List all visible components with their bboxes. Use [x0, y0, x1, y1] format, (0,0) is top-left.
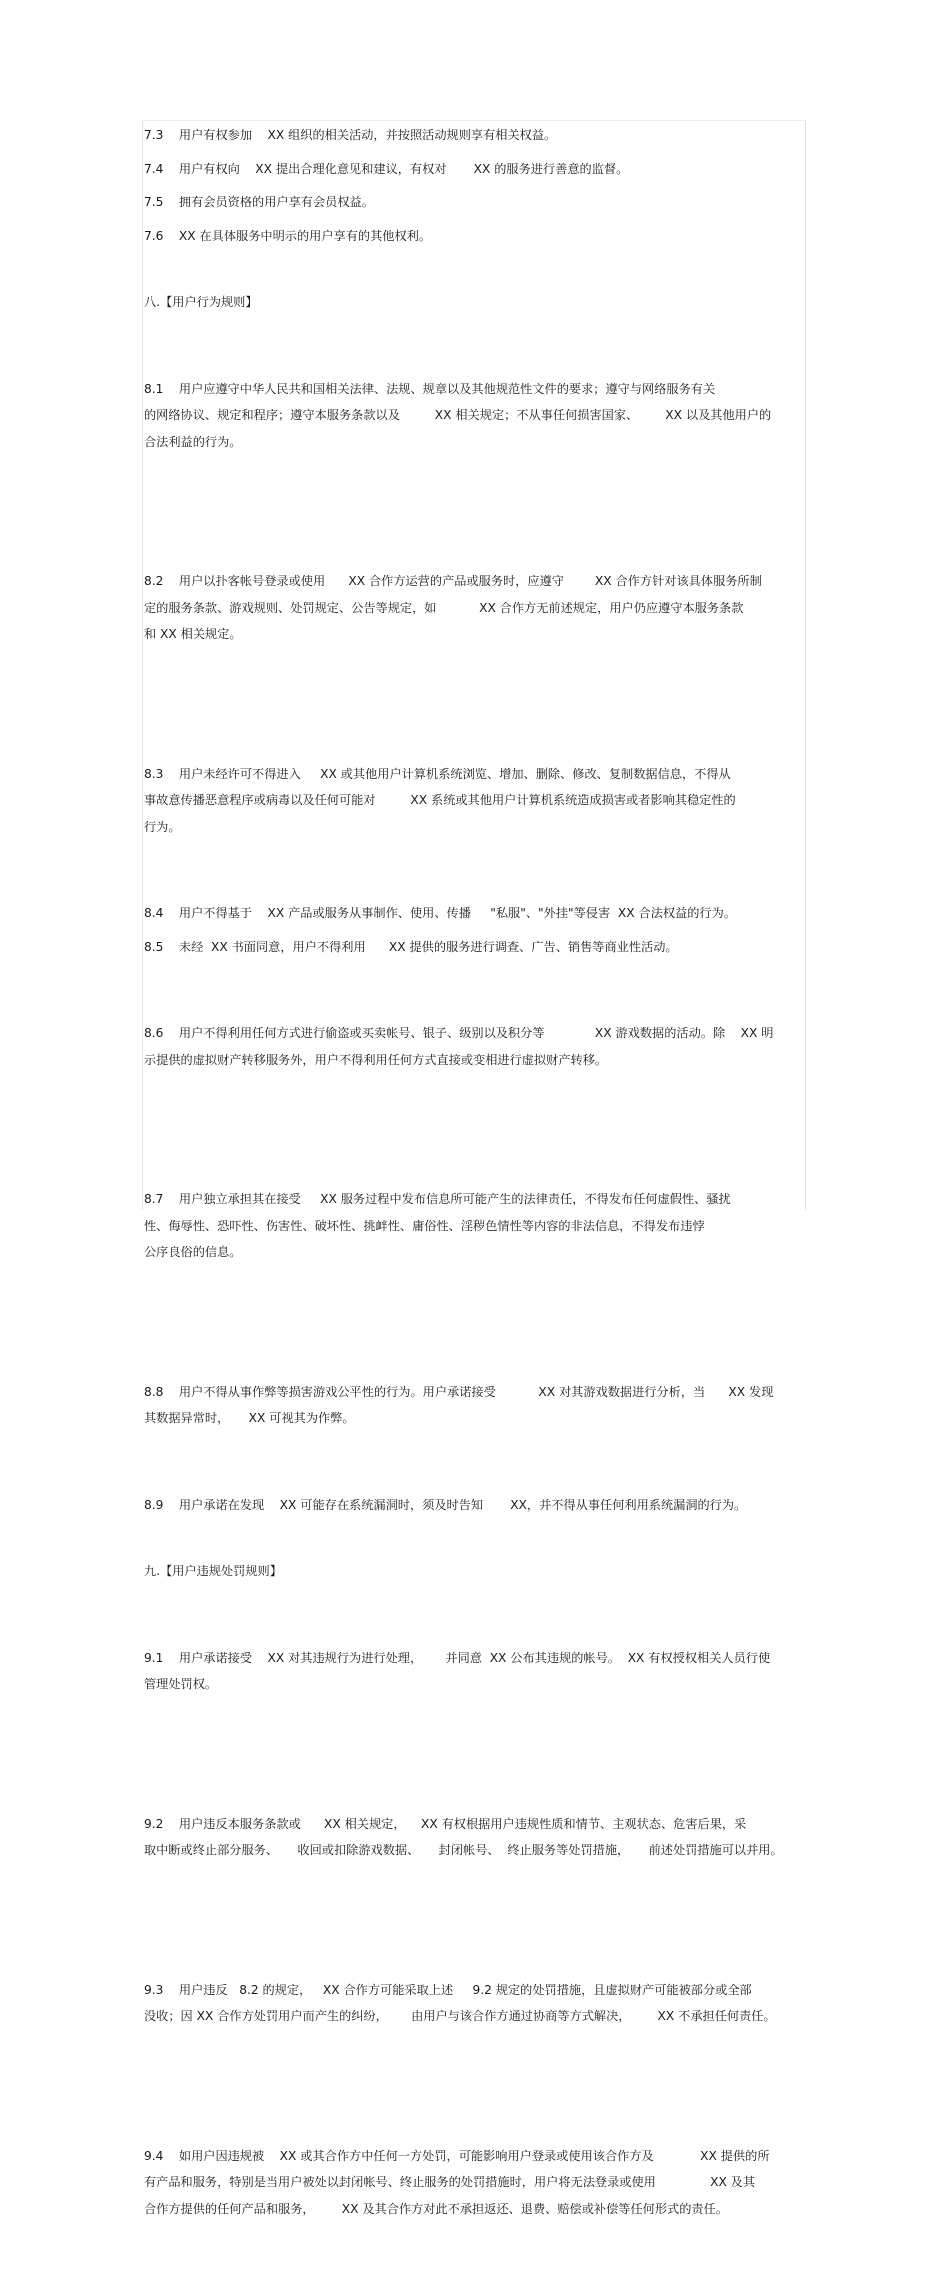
- clause-9-2: 9.2 用户违反本服务条款或 XX 相关规定， XX 有权根据用户违规性质和情节、主观状态、危害后果，采 取中断或终止部分服务、 收回或扣除游戏数据、 封闭帐号、 终止服务等处罚措施， 前述处罚措施可以并用。: [144, 1816, 783, 1857]
- clause-7-6: 7.6 XX 在具体服务中明示的用户享有的其他权利。: [144, 228, 432, 243]
- clause-8-5: 8.5 未经 XX 书面同意，用户不得利用 XX 提供的服务进行调查、广告、销售等商业性活动。: [144, 939, 678, 954]
- clause-7-5: 7.5 拥有会员资格的用户享有会员权益。: [144, 195, 374, 209]
- clause-9-3: 9.3 用户违反 8.2 的规定， XX 合作方可能采取上述 9.2 规定的处罚措施，且虚拟财产可能被部分或全部 没收；因 XX 合作方处罚用户而产生的纠纷， 由用户与该合作方通过协商等方式解决， XX 不承担任何责任。: [144, 1982, 776, 2023]
- clause-8-4: 8.4 用户不得基于 XX 产品或服务从事制作、使用、传播 "私服"、"外挂"等侵害 XX 合法权益的行为。: [144, 906, 736, 920]
- section-8-heading: 八.【用户行为规则】: [144, 295, 258, 309]
- clause-8-3: 8.3 用户未经许可不得进入 XX 或其他用户计算机系统浏览、增加、删除、修改、复制数据信息，不得从 事故意传播恶意程序或病毒以及任何可能对 XX 系统或其他用户计算机系统造成损害或者影响其稳定性的 行为。: [144, 766, 736, 834]
- clause-8-2: 8.2 用户以扑客帐号登录或使用 XX 合作方运营的产品或服务时，应遵守 XX 合作方针对该具体服务所制 定的服务条款、游戏规则、处罚规定、公告等规定，如 XX 合作方无前述规定，用户仍应遵守本服务条款 和 XX 相关规定。: [144, 574, 762, 641]
- section-9-heading: 九.【用户违规处罚规则】: [144, 1564, 282, 1578]
- clause-8-6: 8.6 用户不得利用任何方式进行偷盗或买卖帐号、银子、级别以及积分等 XX 游戏数据的活动。除 XX 明 示提供的虚拟财产转移服务外，用户不得利用任何方式直接或变相进行虚拟财产转移。: [144, 1026, 774, 1067]
- clause-8-9: 8.9 用户承诺在发现 XX 可能存在系统漏洞时，须及时告知 XX，并不得从事任何利用系统漏洞的行为。: [144, 1497, 747, 1512]
- section-7: [144, 122, 804, 249]
- clause-8-7: 8.7 用户独立承担其在接受 XX 服务过程中发布信息所可能产生的法律责任，不得发布任何虚假性、骚扰 性、侮辱性、恐吓性、伤害性、破坏性、挑衅性、庸俗性、淫秽色情性等内容的非法信息，不得发布违悖 公序良俗的信息。: [144, 1192, 731, 1259]
- section-gap: [144, 1525, 804, 1558]
- clause-7-4: 7.4 用户有权向 XX 提出合理化意见和建议，有权对 XX 的服务进行善意的监督。: [144, 161, 629, 176]
- document-body: [144, 122, 804, 2282]
- clause-8-1: 8.1 用户应遵守中华人民共和国相关法律、法规、规章以及其他规范性文件的要求；遵守与网络服务有关 的网络协议、规定和程序；遵守本服务条款以及 XX 相关规定；不从事任何损害国家、 XX 以及其他用户的 合法利益的行为。: [144, 381, 772, 449]
- clause-9-1: 9.1 用户承诺接受 XX 对其违规行为进行处理， 并同意 XX 公布其违规的帐号。 XX 有权授权相关人员行使 管理处罚权。: [144, 1650, 771, 1691]
- clause-7-3: 7.3 用户有权参加 XX 组织的相关活动，并按照活动规则享有相关权益。: [144, 128, 557, 142]
- section-8: [144, 289, 804, 1518]
- section-9: [144, 1558, 804, 2275]
- clause-8-8: 8.8 用户不得从事作弊等损害游戏公平性的行为。用户承诺接受 XX 对其游戏数据进行分析，当 XX 发现 其数据异常时， XX 可视其为作弊。: [144, 1384, 774, 1425]
- section-gap: [144, 256, 804, 289]
- clause-9-4: 9.4 如用户因违规被 XX 或其合作方中任何一方处罚，可能影响用户登录或使用该合作方及 XX 提供的所 有产品和服务，特别是当用户被处以封闭帐号、终止服务的处罚措施时，用户将无法登录或使用 XX 及其 合作方提供的任何产品和服务， XX 及其合作方对此不承担返还、退费、赔偿或补偿等任何形式的责任。: [144, 2148, 770, 2216]
